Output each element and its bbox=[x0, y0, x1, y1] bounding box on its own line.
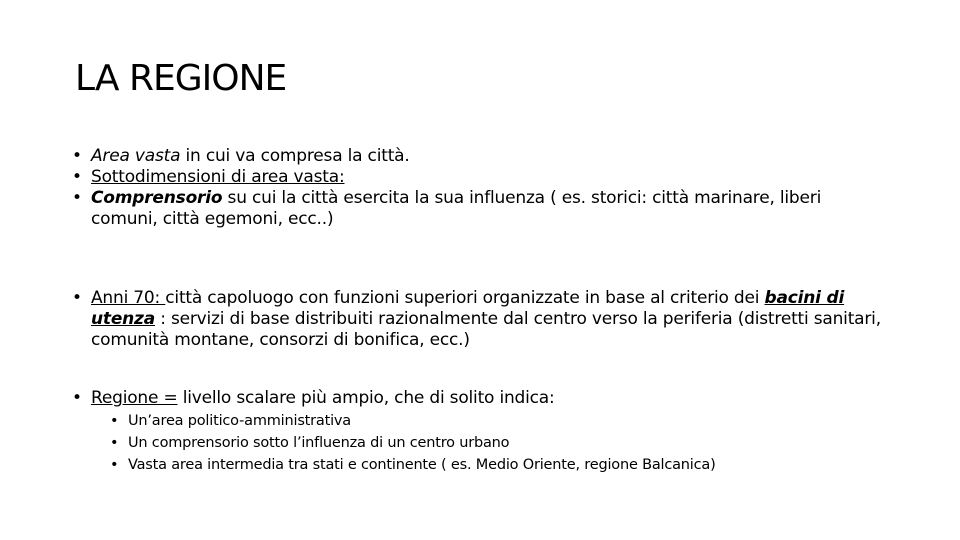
sub-bullet-list-regione bbox=[110, 410, 870, 476]
sub-bullet-vasta-area: • Vasta area intermedia tra stati e continente ( es. Medio Oriente, regione Balcanica) bbox=[110, 454, 870, 476]
slide-title: LA REGIONE bbox=[75, 58, 287, 99]
bullet-list-regione bbox=[72, 388, 892, 409]
bullet-area-vasta bbox=[72, 146, 892, 167]
bullet-sottodimensioni bbox=[72, 167, 892, 188]
sub-bullet-comprensorio: • Un comprensorio sotto l’influenza di un centro urbano bbox=[110, 432, 870, 454]
bullet-anni-70-rest: : servizi di base distribuiti razionalmente dal centro verso la periferia (distretti sanitari, comunità montane, consorzi di bonifica, ecc.) bbox=[91, 309, 881, 350]
bullet-comprensorio-text: su cui la città esercita la sua influenza ( es. storici: città marinare, liberi comuni, città egemoni, ecc..) bbox=[91, 188, 822, 229]
term-comprensorio: Comprensorio bbox=[91, 188, 223, 208]
term-area-vasta: Area vasta bbox=[91, 146, 181, 166]
bullet-regione bbox=[72, 388, 892, 409]
term-bacini-di-utenza: bacini di utenza bbox=[91, 288, 845, 329]
term-anni-70: Anni 70: bbox=[91, 288, 166, 308]
sub-bullet-area-politico: • Un’area politico-amministrativa bbox=[110, 410, 870, 432]
bullet-list-anni-70 bbox=[72, 288, 892, 351]
bullet-anni-70 bbox=[72, 288, 892, 351]
bullet-comprensorio bbox=[72, 188, 892, 230]
bullet-list-definitions bbox=[72, 146, 892, 230]
term-regione: Regione = bbox=[91, 388, 178, 408]
bullet-anni-70-text: città capoluogo con funzioni superiori organizzate in base al criterio dei bbox=[165, 288, 765, 308]
bullet-area-vasta-text: in cui va compresa la città. bbox=[180, 146, 410, 166]
bullet-regione-text: livello scalare più ampio, che di solito indica: bbox=[177, 388, 555, 408]
term-sottodimensioni: Sottodimensioni di area vasta: bbox=[91, 167, 345, 187]
